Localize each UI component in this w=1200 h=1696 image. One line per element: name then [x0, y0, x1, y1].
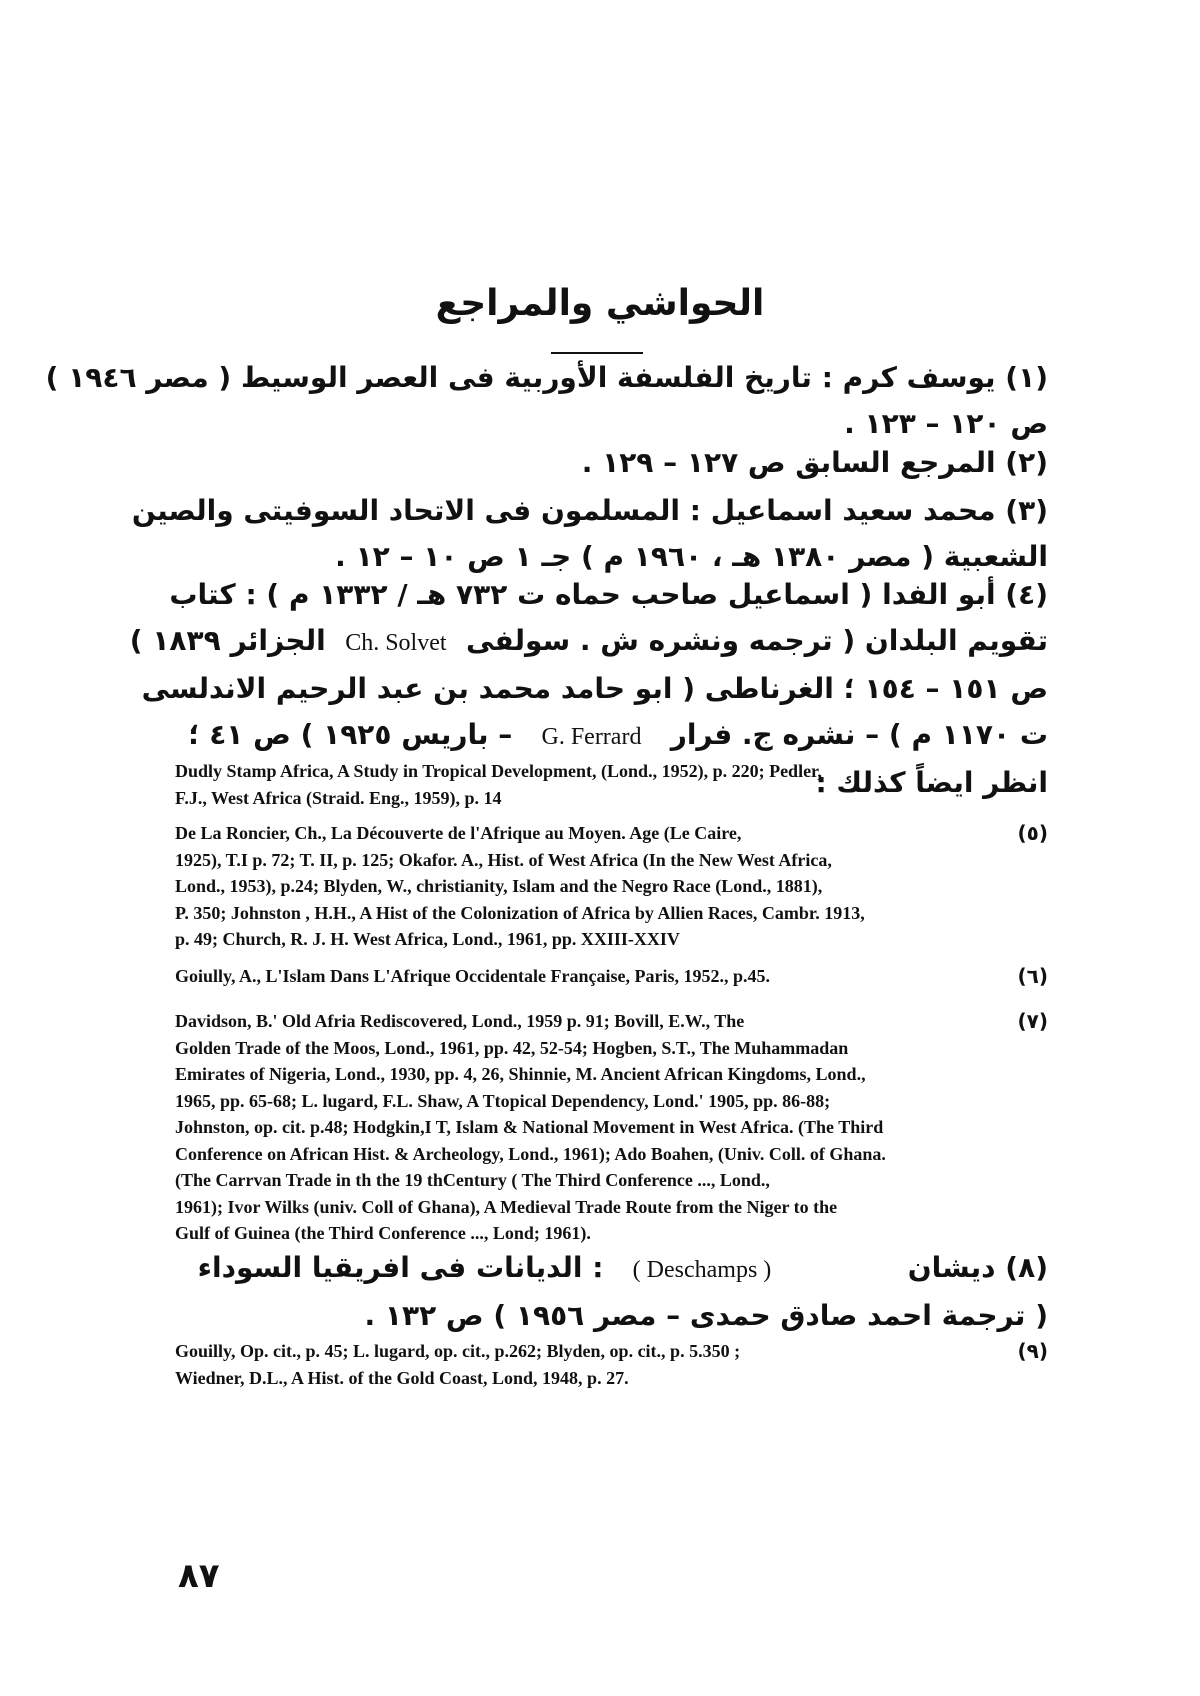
note-6-number: (٦) [1017, 964, 1048, 988]
title-divider [551, 352, 643, 354]
page-number: ٨٧ [178, 1556, 220, 1596]
note-8-line-1-latin: ( Deschamps ) [632, 1257, 772, 1283]
note-4-line-3: ص ١٥١ – ١٥٤ ؛ الغرناطى ( ابو حامد محمد بن عبد الرحيم الاندلسى [141, 672, 1048, 705]
note-3 [131, 488, 1048, 580]
note-5-line-5: p. 49; Church, R. J. H. West Africa, Lond., 1961, pp. XXIII-XXIV [175, 929, 680, 949]
note-8-line-2: ( ترجمة احمد صادق حمدى – مصر ١٩٥٦ ) ص ١٣٢ . [364, 1299, 1048, 1332]
note-7-line-1: Davidson, B.' Old Afria Rediscovered, Lond., 1959 p. 91; Bovill, E.W., The [175, 1011, 745, 1031]
note-4-line-1: (٤) أبو الفدا ( اسماعيل صاحب حماه ت ٧٣٢ هـ / ١٣٣٢ م ) : كتاب [169, 578, 1048, 611]
note-8-line-1-a: (٨) ديشان [907, 1251, 1048, 1284]
note-1 [45, 355, 1048, 447]
note-4-line-2-latin: Ch. Solvet [345, 630, 447, 656]
note-4-english-line-1: Dudly Stamp Africa, A Study in Tropical Development, (Lond., 1952), p. 220; Pedler, [175, 761, 822, 781]
note-4-line-2 [129, 618, 1048, 666]
note-4-line-4-b: – باريس ١٩٢٥ ) ص ٤١ ؛ [188, 718, 513, 751]
note-2-line-1: (٢) المرجع السابق ص ١٢٧ – ١٢٩ . [581, 446, 1048, 479]
note-4-line-5: انظر ايضاً كذلك : [815, 766, 1048, 799]
note-6 [175, 963, 1048, 990]
note-5 [175, 820, 1048, 953]
note-1-line-1: (١) يوسف كرم : تاريخ الفلسفة الأوربية فى العصر الوسيط ( مصر ١٩٤٦ ) [45, 361, 1048, 394]
note-7-line-2: Golden Trade of the Moos, Lond., 1961, pp. 42, 52-54; Hogben, S.T., The Muhammadan [175, 1037, 849, 1058]
note-4-english-line-2: F.J., West Africa (Straid. Eng., 1959), p. 14 [175, 787, 502, 808]
note-5-number: (٥) [1017, 821, 1048, 845]
note-4-english [175, 758, 1048, 811]
note-8-line-1 [168, 1245, 1048, 1293]
note-4-line-4-latin: G. Ferrard [541, 724, 642, 750]
note-7-number: (٧) [1017, 1009, 1048, 1033]
note-2 [168, 440, 1048, 486]
note-5-line-1: De La Roncier, Ch., La Découverte de l'Afrique au Moyen. Age (Le Caire, [175, 823, 742, 843]
note-7-line-8: 1961); Ivor Wilks (univ. Coll of Ghana), A Medieval Trade Route from the Niger to the [175, 1196, 838, 1217]
note-5-line-3: Lond., 1953), p.24; Blyden, W., christianity, Islam and the Negro Race (Lond., 1881), [175, 876, 823, 896]
note-7-line-4: 1965, pp. 65-68; L. lugard, F.L. Shaw, A Ttopical Dependency, Lond.' 1905, pp. 86-88; [175, 1090, 831, 1111]
note-9 [175, 1338, 1048, 1391]
page-title: الحواشي والمراجع [435, 283, 765, 324]
note-7-line-9: Gulf of Guinea (the Third Conference ..., Lond; 1961). [175, 1223, 591, 1243]
note-3-line-2: الشعبية ( مصر ١٣٨٠ هـ ، ١٩٦٠ م ) جـ ١ ص ١٠ – ١٢ . [335, 540, 1048, 573]
note-4-line-2-b: الجزائر ١٨٣٩ ) [129, 624, 326, 657]
note-9-line-1: Gouilly, Op. cit., p. 45; L. lugard, op. cit., p.262; Blyden, op. cit., p. 5.350 ; [175, 1341, 741, 1361]
note-7-line-3: Emirates of Nigeria, Lond., 1930, pp. 4, 26, Shinnie, M. Ancient African Kingdoms, Lond., [175, 1064, 866, 1084]
note-4-line-2-a: تقويم البلدان ( ترجمه ونشره ش . سولفى [466, 624, 1048, 657]
note-7-line-7: (The Carrvan Trade in th the 19 thCentury ( The Third Conference ..., Lond., [175, 1170, 770, 1190]
note-9-number: (٩) [1017, 1339, 1048, 1363]
note-8-line-1-b: : الديانات فى افريقيا السوداء [197, 1251, 604, 1284]
note-8 [168, 1245, 1048, 1339]
note-1-line-2: ص ١٢٠ – ١٢٣ . [844, 407, 1048, 440]
note-7-line-5: Johnston, op. cit. p.48; Hodgkin,I T, Islam & National Movement in West Africa. (The Third [175, 1117, 884, 1137]
note-4-line-4 [168, 712, 1048, 760]
note-7-line-6: Conference on African Hist. & Archeology, Lond., 1961); Ado Boahen, (Univ. Coll. of Ghana. [175, 1143, 886, 1164]
note-9-line-2: Wiedner, D.L., A Hist. of the Gold Coast, Lond, 1948, p. 27. [175, 1367, 629, 1388]
note-5-line-2: 1925), T.I p. 72; T. II, p. 125; Okafor. A., Hist. of West Africa (In the New West Africa, [175, 849, 832, 870]
note-4-line-4-a: ت ١١٧٠ م ) – نشره ج. فرار [670, 718, 1048, 751]
note-7 [175, 1008, 1048, 1247]
note-5-line-4: P. 350; Johnston , H.H., A Hist of the Colonization of Africa by Allien Races, Cambr. 1913, [175, 902, 865, 923]
note-3-line-1: (٣) محمد سعيد اسماعيل : المسلمون فى الاتحاد السوفيتى والصين [131, 494, 1048, 527]
note-6-line-1: Goiully, A., L'Islam Dans L'Afrique Occidentale Française, Paris, 1952., p.45. [175, 966, 771, 986]
